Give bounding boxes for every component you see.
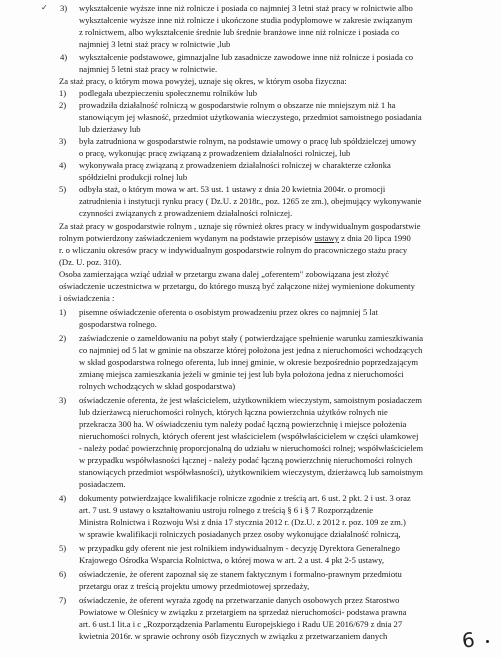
text-line: przekracza 300 ha. W oświadczeniu tym należy podać łączną powierzchnię i miejsce położenia <box>79 419 407 429</box>
list-number: 3) <box>59 395 67 405</box>
text-line: przetargu oraz z treścią projektu umowy przedmiotowej sprzedaży, <box>79 581 310 591</box>
text-line: stanowiącym jej własność, przedmiot użytkowania wieczystego, przedmiot samoistnego posiadania <box>79 112 422 122</box>
text-line: prowadziła działalność rolniczą w gospodarstwie rolnym o obszarze nie mniejszym niż 1 ha <box>79 100 396 110</box>
list-number: 4) <box>60 52 68 62</box>
paragraph-line <box>59 233 411 244</box>
text-line: Powiatowe w Oleśnicy w związku z przetargiem na sprzedaż nieruchomości- podstawa prawna <box>79 607 407 617</box>
list-number: 7) <box>59 595 67 605</box>
list-number: 5) <box>59 543 67 553</box>
text-line: Ministra Rolnictwa i Rozwoju Wsi z dnia 17 stycznia 2012 r. (Dz.U. z 2012 r. poz. 109 ze zm.) <box>79 517 406 527</box>
text-line: wykonywała pracę związaną z prowadzeniem działalności rolniczej w charakterze członka <box>79 160 391 170</box>
text-line: podlegała ubezpieczeniu społecznemu rolników lub <box>79 88 258 98</box>
text-line: wykształcenie wyższe inne niż rolnicze i ukończone studia podyplomowe w zakresie związanym <box>79 15 413 25</box>
text-line: zmianę miejsca zamieszkania jeżeli w gminie tej jest lub była położona jedna z nieruchomości <box>79 369 404 379</box>
text-line: stanowiących przedmiot współwłasności), użytkownikiem wieczystym, dzierżawcą lub samoistnym <box>79 467 423 477</box>
text-line: spółdzielni produkcji rolnej lub <box>79 172 188 182</box>
text-line: w sprawie kwalifikacji rolniczych posiadanych przez osoby wykonujące działalność rolniczą, <box>79 529 401 539</box>
text-line: odbyła staż, o którym mowa w art. 53 ust. 1 ustawy z dnia 20 kwietnia 2004r. o promocji <box>79 184 386 194</box>
text-line: zaświadczenie o zameldowaniu na pobyt stały ( potwierdzające spełnienie warunku zamieszkiwania <box>79 333 424 343</box>
handwritten-page-number: 6 <box>460 627 476 653</box>
text-line: w skład gospodarstwa rolnego oferenta, lub innej gminie, w okresie bezpośrednio poprzedzającym <box>79 357 419 367</box>
paragraph-line: (Dz. U. poz. 310). <box>59 257 122 267</box>
page-number-dot <box>486 640 489 643</box>
list-number: 3) <box>60 3 68 13</box>
paragraph-line: Osoba zamierzająca wziąć udział w przetargu zwana dalej „oferentem" zobowiązana jest złożyć <box>59 269 389 279</box>
list-number: 4) <box>59 493 67 503</box>
text-line: kwietnia 2016r. w sprawie ochrony osób fizycznych w związku z przetwarzaniem danych <box>79 631 388 641</box>
list-number: 2) <box>59 333 67 343</box>
text-line: posiadaczem. <box>79 479 126 489</box>
text-line: lub dzierżawcą nieruchomości rolnych, których łączna powierzchnia użytków rolnych nie <box>79 407 388 417</box>
list-number: 3) <box>59 136 67 146</box>
text-line: art. 7 ust. 9 ustawy o kształtowaniu ustroju rolnego z treścią § 6 i § 7 Rozporządzenie <box>79 505 374 515</box>
paragraph-line: i oświadczenia : <box>59 293 115 303</box>
tick-mark: ✓ <box>41 3 48 12</box>
text-line: pisemne oświadczenie oferenta o osobistym prowadzeniu przez okres co najmniej 5 lat <box>79 307 379 317</box>
text-span: rolnym potwierdzony zaświadczeniem wydanym na podstawie przepisów <box>59 233 315 243</box>
list-number: 2) <box>59 100 67 110</box>
text-line: oświadczenie oferenta, że jest właścicielem, użytkownikiem wieczystym, samoistnym posiadaczem <box>79 395 422 405</box>
text-line: oświadczenie, że oferent zapoznał się ze stanem faktycznym i formalno-prawnym przedmiotu <box>79 569 402 579</box>
text-line: najmniej 3 letni staż pracy w rolnictwie ,lub <box>79 39 231 49</box>
text-line: Krajowego Ośrodka Wsparcia Rolnictwa, o której mowa w art. 2 a ust. 4 pkt 2-5 ustawy, <box>79 555 385 565</box>
list-number: 5) <box>59 184 67 194</box>
ustawy-link[interactable]: ustawy <box>314 233 339 243</box>
text-line: co najmniej od 5 lat w gminie na obszarze której położona jest jedna z nieruchomości wchodzących <box>79 345 423 355</box>
list-number: 4) <box>59 160 67 170</box>
text-span: z dnia 20 lipca 1990 <box>338 233 411 243</box>
text-line: o pracę, wykonując pracę związaną z prowadzeniem działalności rolniczej, lub <box>79 148 351 158</box>
text-line: czynności związanych z prowadzeniem działalności rolniczej. <box>79 208 293 218</box>
list-number: 6) <box>59 569 67 579</box>
text-line: w przypadku gdy oferent nie jest rolnikiem indywidualnym - decyzję Dyrektora Generalnego <box>79 543 400 553</box>
text-line: wykształcenie wyższe inne niż rolnicze i posiada co najmniej 3 letni staż pracy w rolnictwie albo <box>79 3 413 13</box>
text-line: gospodarstwa rolnego. <box>79 319 157 329</box>
paragraph-line: Za staż pracy w gospodarstwie rolnym , uznaje się również okres pracy w indywidualnym gospodarstwie <box>59 221 421 231</box>
text-line: - należy podać powierzchnię proporcjonalną do udziału w nieruchomości rolnej; współwłaścicielem <box>79 443 424 453</box>
text-line: najmniej 5 letni staż pracy w rolnictwie. <box>79 64 218 74</box>
text-line: w przypadku współwłasności łącznej - należy podać łączną powierzchnię nieruchomości rolnych <box>79 455 413 465</box>
list-number: 1) <box>59 307 67 317</box>
paragraph-line: Za staż pracy, o którym mowa powyżej, uznaje się okres, w którym osoba fizyczna: <box>59 76 347 86</box>
text-line: art. 6 ust.1 lit.a i c „Rozporządzenia Parlamentu Europejskiego i Radu UE 2016/679 z dnia 27 <box>79 619 403 629</box>
text-line: była zatrudniona w gospodarstwie rolnym, na podstawie umowy o pracę lub spółdzielczej umowy <box>79 136 417 146</box>
text-line: dokumenty potwierdzające kwalifikacje rolnicze zgodnie z treścią art. 6 ust. 2 pkt. 2 i ust. 3 oraz <box>79 493 411 503</box>
text-line: zatrudnienia i instytucji rynku pracy ( Dz.U. z 2018r., poz. 1265 ze zm.), obejmujący wykonywanie <box>79 196 422 206</box>
paragraph-line: oświadczenie uczestnictwa w przetargu, do którego muszą być załączone niżej wymienione dokumenty <box>59 281 415 291</box>
text-line: oświadczenie, że oferent wyraża zgodę na przetwarzanie danych osobowych przez Starostwo <box>79 595 400 605</box>
text-line: nieruchomości rolnych, których oferent jest właścicielem (współwłaścicielem w części ułamkowej <box>79 431 419 441</box>
text-line: rolnych wchodzących w skład gospodarstwa) <box>79 381 236 391</box>
text-line: wykształcenie podstawowe, gimnazjalne lub zasadnicze zawodowe inne niż rolnicze i posiada co <box>79 52 414 62</box>
text-line: lub dzierżawy lub <box>79 124 141 134</box>
list-number: 1) <box>59 88 67 98</box>
paragraph-line: r. o wliczaniu okresów pracy w indywidualnym gospodarstwie rolnym do pracowniczego stażu pracy <box>59 245 408 255</box>
text-line: z rolnictwem, albo wykształcenie średnie lub średnie branżowe inne niż rolnicze i posiada co <box>79 27 400 37</box>
